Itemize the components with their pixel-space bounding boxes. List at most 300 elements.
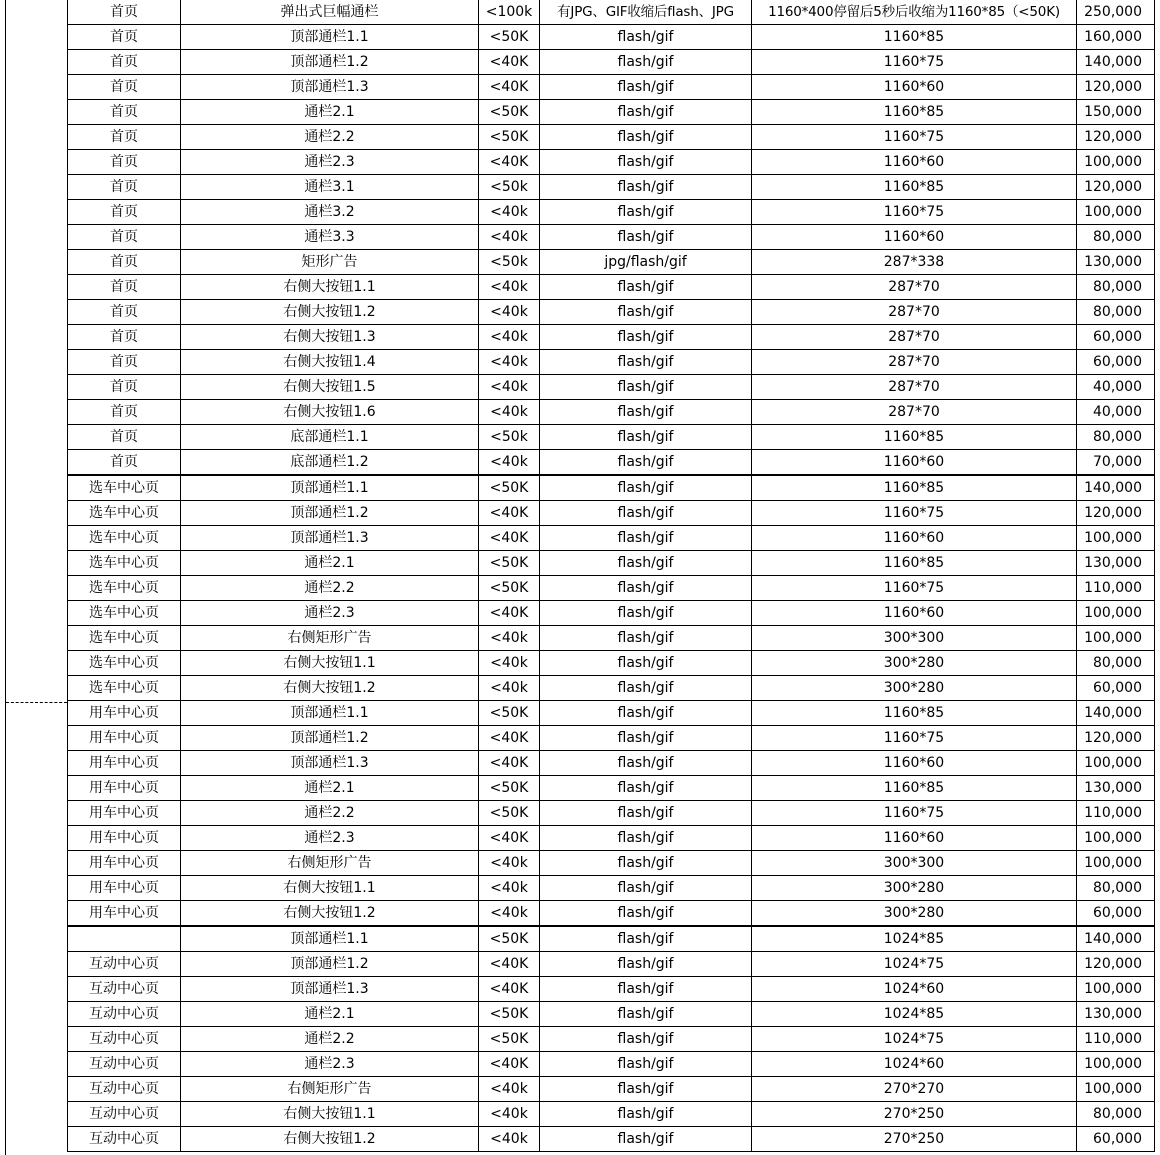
ad-slot-cell: 顶部通栏1.2 [181,952,479,977]
page-cell: 首页 [68,25,181,50]
dimension-cell: 1160*60 [752,450,1077,476]
format-cell: flash/gif [540,1127,752,1152]
format-cell: flash/gif [540,726,752,751]
table-row [68,751,1155,776]
ad-slot-cell: 底部通栏1.1 [181,425,479,450]
dimension-cell: 1160*60 [752,75,1077,100]
format-cell: jpg/flash/gif [540,250,752,275]
ad-slot-cell: 顶部通栏1.1 [181,926,479,952]
dimension-cell: 1160*400停留后5秒后收缩为1160*85（<50K) [752,0,1077,25]
format-cell: flash/gif [540,826,752,851]
format-cell: flash/gif [540,851,752,876]
ad-slot-cell: 右侧大按钮1.2 [181,1127,479,1152]
dimension-cell: 1160*85 [752,475,1077,501]
dimension-cell: 1160*60 [752,826,1077,851]
page-cell: 首页 [68,200,181,225]
file-size-cell: <40k [479,325,540,350]
page-cell: 互动中心页 [68,952,181,977]
table-row [68,1002,1155,1027]
page-cell: 用车中心页 [68,901,181,927]
format-cell: flash/gif [540,1002,752,1027]
page-cell: 首页 [68,50,181,75]
ad-slot-cell: 顶部通栏1.3 [181,751,479,776]
page-cell: 首页 [68,150,181,175]
file-size-cell: <40k [479,225,540,250]
page-cell: 首页 [68,75,181,100]
file-size-cell: <40k [479,400,540,425]
file-size-cell: <50K [479,576,540,601]
price-cell: 110,000 [1077,576,1155,601]
price-cell: 120,000 [1077,175,1155,200]
file-size-cell: <50k [479,175,540,200]
format-cell: flash/gif [540,601,752,626]
table-row [68,876,1155,901]
dimension-cell: 1160*85 [752,701,1077,726]
table-row [68,475,1155,501]
ad-slot-cell: 顶部通栏1.3 [181,977,479,1002]
ad-slot-cell: 矩形广告 [181,250,479,275]
page-cell: 互动中心页 [68,1102,181,1127]
format-cell: flash/gif [540,350,752,375]
file-size-cell: <40k [479,676,540,701]
page-cell: 用车中心页 [68,876,181,901]
file-size-cell: <100k [479,0,540,25]
file-size-cell: <40k [479,375,540,400]
price-cell: 100,000 [1077,751,1155,776]
ad-slot-cell: 通栏3.3 [181,225,479,250]
price-cell: 120,000 [1077,125,1155,150]
ad-slot-cell: 右侧大按钮1.3 [181,325,479,350]
dimension-cell: 1160*85 [752,100,1077,125]
ad-slot-cell: 底部通栏1.2 [181,450,479,476]
table-row [68,901,1155,927]
table-row [68,526,1155,551]
file-size-cell: <50K [479,1027,540,1052]
dimension-cell: 300*280 [752,876,1077,901]
ad-slot-cell: 顶部通栏1.2 [181,501,479,526]
format-cell: flash/gif [540,325,752,350]
dimension-cell: 1160*75 [752,726,1077,751]
dimension-cell: 1160*60 [752,526,1077,551]
price-cell: 120,000 [1077,501,1155,526]
table-row [68,726,1155,751]
ad-slot-cell: 右侧大按钮1.6 [181,400,479,425]
price-cell: 80,000 [1077,275,1155,300]
table-row [68,1127,1155,1152]
page-cell: 首页 [68,300,181,325]
format-cell: flash/gif [540,200,752,225]
file-size-cell: <50K [479,701,540,726]
table-row [68,651,1155,676]
page-cell: 选车中心页 [68,551,181,576]
file-size-cell: <40K [479,826,540,851]
table-row [68,225,1155,250]
format-cell: flash/gif [540,751,752,776]
file-size-cell: <40k [479,450,540,476]
format-cell: flash/gif [540,425,752,450]
price-cell: 110,000 [1077,1027,1155,1052]
ad-rate-table [67,0,1155,1152]
format-cell: flash/gif [540,901,752,927]
dimension-cell: 287*338 [752,250,1077,275]
dimension-cell: 287*70 [752,350,1077,375]
dimension-cell: 1024*85 [752,926,1077,952]
page-cell: 首页 [68,400,181,425]
file-size-cell: <40K [479,952,540,977]
ad-slot-cell: 右侧大按钮1.2 [181,901,479,927]
format-cell: flash/gif [540,1027,752,1052]
ad-slot-cell: 通栏2.3 [181,150,479,175]
dimension-cell: 287*70 [752,300,1077,325]
price-cell: 60,000 [1077,350,1155,375]
dimension-cell: 1160*60 [752,225,1077,250]
price-cell: 80,000 [1077,425,1155,450]
ad-slot-cell: 通栏3.2 [181,200,479,225]
price-cell: 130,000 [1077,250,1155,275]
file-size-cell: <40k [479,275,540,300]
ad-slot-cell: 通栏2.2 [181,125,479,150]
format-cell: flash/gif [540,400,752,425]
price-cell: 40,000 [1077,400,1155,425]
ad-slot-cell: 右侧大按钮1.2 [181,300,479,325]
ad-slot-cell: 右侧大按钮1.2 [181,676,479,701]
price-cell: 160,000 [1077,25,1155,50]
dimension-cell: 300*300 [752,626,1077,651]
file-size-cell: <40k [479,651,540,676]
file-size-cell: <50K [479,25,540,50]
file-size-cell: <40k [479,300,540,325]
price-cell: 80,000 [1077,1102,1155,1127]
format-cell: flash/gif [540,125,752,150]
table-row [68,501,1155,526]
ad-slot-cell: 右侧大按钮1.5 [181,375,479,400]
table-row [68,701,1155,726]
format-cell: flash/gif [540,801,752,826]
format-cell: flash/gif [540,375,752,400]
price-cell: 60,000 [1077,676,1155,701]
file-size-cell: <40K [479,751,540,776]
table-row [68,676,1155,701]
price-cell: 60,000 [1077,901,1155,927]
table-row [68,801,1155,826]
file-size-cell: <40k [479,1077,540,1102]
page-cell: 用车中心页 [68,776,181,801]
dimension-cell: 1160*85 [752,776,1077,801]
table-row [68,75,1155,100]
table-row [68,977,1155,1002]
ad-slot-cell: 弹出式巨幅通栏 [181,0,479,25]
price-cell: 80,000 [1077,225,1155,250]
file-size-cell: <40k [479,901,540,927]
price-cell: 120,000 [1077,726,1155,751]
price-cell: 100,000 [1077,601,1155,626]
price-cell: 100,000 [1077,1077,1155,1102]
ad-slot-cell: 顶部通栏1.2 [181,726,479,751]
dimension-cell: 1160*75 [752,200,1077,225]
table-row [68,25,1155,50]
table-row [68,150,1155,175]
table-row [68,626,1155,651]
ad-slot-cell: 顶部通栏1.3 [181,526,479,551]
file-size-cell: <50K [479,776,540,801]
dimension-cell: 287*70 [752,400,1077,425]
format-cell: flash/gif [540,1052,752,1077]
dimension-cell: 287*70 [752,325,1077,350]
ad-slot-cell: 通栏2.2 [181,576,479,601]
price-cell: 140,000 [1077,701,1155,726]
file-size-cell: <50k [479,425,540,450]
format-cell: flash/gif [540,676,752,701]
price-cell: 250,000 [1077,0,1155,25]
ad-slot-cell: 右侧大按钮1.1 [181,876,479,901]
file-size-cell: <40k [479,1102,540,1127]
format-cell: flash/gif [540,275,752,300]
table-row [68,851,1155,876]
format-cell: flash/gif [540,926,752,952]
table-row [68,1052,1155,1077]
ad-slot-cell: 顶部通栏1.1 [181,475,479,501]
format-cell: flash/gif [540,651,752,676]
dimension-cell: 1160*85 [752,175,1077,200]
format-cell: flash/gif [540,576,752,601]
dimension-cell: 1160*60 [752,751,1077,776]
dimension-cell: 1160*75 [752,801,1077,826]
page-cell: 互动中心页 [68,977,181,1002]
file-size-cell: <40K [479,50,540,75]
ad-slot-cell: 顶部通栏1.3 [181,75,479,100]
page-cell: 互动中心页 [68,1002,181,1027]
page-cell: 用车中心页 [68,826,181,851]
price-cell: 80,000 [1077,300,1155,325]
price-cell: 130,000 [1077,776,1155,801]
ad-slot-cell: 右侧大按钮1.1 [181,1102,479,1127]
file-size-cell: <50k [479,250,540,275]
dimension-cell: 300*280 [752,676,1077,701]
format-cell: flash/gif [540,50,752,75]
file-size-cell: <50K [479,475,540,501]
ad-slot-cell: 通栏2.3 [181,826,479,851]
file-size-cell: <40K [479,526,540,551]
file-size-cell: <40k [479,626,540,651]
file-size-cell: <40K [479,75,540,100]
table-row [68,200,1155,225]
price-cell: 120,000 [1077,75,1155,100]
dimension-cell: 1160*85 [752,25,1077,50]
table-row [68,50,1155,75]
dimension-cell: 1160*85 [752,551,1077,576]
price-cell: 40,000 [1077,375,1155,400]
ad-slot-cell: 顶部通栏1.1 [181,701,479,726]
format-cell: flash/gif [540,526,752,551]
table-row [68,275,1155,300]
page-cell: 选车中心页 [68,501,181,526]
ad-slot-cell: 通栏2.1 [181,551,479,576]
format-cell: flash/gif [540,450,752,476]
price-cell: 150,000 [1077,100,1155,125]
dimension-cell: 1024*85 [752,1002,1077,1027]
format-cell: flash/gif [540,300,752,325]
dimension-cell: 1160*60 [752,150,1077,175]
file-size-cell: <50K [479,801,540,826]
dimension-cell: 1160*75 [752,125,1077,150]
ad-slot-cell: 通栏2.1 [181,776,479,801]
dimension-cell: 270*250 [752,1127,1077,1152]
format-cell: flash/gif [540,1077,752,1102]
page-cell: 首页 [68,225,181,250]
ad-slot-cell: 通栏2.2 [181,1027,479,1052]
ad-slot-cell: 右侧大按钮1.1 [181,651,479,676]
file-size-cell: <40K [479,501,540,526]
page-cell: 互动中心页 [68,1052,181,1077]
page-cell: 选车中心页 [68,576,181,601]
dimension-cell: 300*280 [752,901,1077,927]
page-cell: 用车中心页 [68,751,181,776]
table-row [68,826,1155,851]
page-cell: 用车中心页 [68,726,181,751]
dimension-cell: 1024*75 [752,1027,1077,1052]
file-size-cell: <40K [479,601,540,626]
page-cell: 首页 [68,450,181,476]
price-cell: 80,000 [1077,651,1155,676]
dimension-cell: 1024*75 [752,952,1077,977]
page-cell: 首页 [68,125,181,150]
table-row [68,325,1155,350]
table-row [68,450,1155,476]
price-cell: 140,000 [1077,475,1155,501]
page-cell: 互动中心页 [68,1077,181,1102]
price-cell: 70,000 [1077,450,1155,476]
dimension-cell: 300*280 [752,651,1077,676]
price-cell: 100,000 [1077,977,1155,1002]
dimension-cell: 270*270 [752,1077,1077,1102]
page-cell: 首页 [68,250,181,275]
ad-slot-cell: 右侧矩形广告 [181,1077,479,1102]
table-row [68,1027,1155,1052]
page-cell: 选车中心页 [68,626,181,651]
format-cell: flash/gif [540,776,752,801]
table-row [68,100,1155,125]
ad-slot-cell: 右侧矩形广告 [181,851,479,876]
format-cell: flash/gif [540,952,752,977]
table-row [68,601,1155,626]
table-row [68,0,1155,25]
ad-slot-cell: 顶部通栏1.1 [181,25,479,50]
table-row [68,952,1155,977]
page-cell: 选车中心页 [68,676,181,701]
price-cell: 80,000 [1077,876,1155,901]
page-cell: 用车中心页 [68,801,181,826]
format-cell: flash/gif [540,701,752,726]
sheet-left-border [5,0,6,1155]
table-row [68,250,1155,275]
format-cell: flash/gif [540,100,752,125]
dimension-cell: 287*70 [752,275,1077,300]
ad-slot-cell: 通栏3.1 [181,175,479,200]
table-row [68,1102,1155,1127]
file-size-cell: <40k [479,350,540,375]
file-size-cell: <50K [479,100,540,125]
file-size-cell: <40k [479,851,540,876]
page-cell: 用车中心页 [68,701,181,726]
format-cell: flash/gif [540,626,752,651]
dimension-cell: 287*70 [752,375,1077,400]
ad-slot-cell: 右侧大按钮1.1 [181,275,479,300]
format-cell: flash/gif [540,977,752,1002]
ad-rate-table-body [68,0,1155,1152]
ad-slot-cell: 通栏2.2 [181,801,479,826]
file-size-cell: <40K [479,1052,540,1077]
file-size-cell: <40K [479,977,540,1002]
page-cell: 用车中心页 [68,851,181,876]
table-row [68,926,1155,952]
format-cell: flash/gif [540,175,752,200]
price-cell: 100,000 [1077,200,1155,225]
dimension-cell: 1160*75 [752,50,1077,75]
page-cell: 首页 [68,175,181,200]
price-cell: 100,000 [1077,851,1155,876]
page-cell: 首页 [68,275,181,300]
table-row [68,400,1155,425]
format-cell: flash/gif [540,501,752,526]
ad-slot-cell: 通栏2.3 [181,1052,479,1077]
page-cell: 互动中心页 [68,1027,181,1052]
dimension-cell: 1160*85 [752,425,1077,450]
page-cell [68,926,181,952]
file-size-cell: <40k [479,1127,540,1152]
format-cell: flash/gif [540,876,752,901]
table-row [68,576,1155,601]
format-cell: flash/gif [540,150,752,175]
format-cell: flash/gif [540,475,752,501]
format-cell: 有JPG、GIF收缩后flash、JPG [540,0,752,25]
price-cell: 140,000 [1077,926,1155,952]
ad-slot-cell: 右侧大按钮1.4 [181,350,479,375]
page-cell: 选车中心页 [68,601,181,626]
price-cell: 110,000 [1077,801,1155,826]
price-cell: 60,000 [1077,325,1155,350]
file-size-cell: <40k [479,200,540,225]
price-cell: 60,000 [1077,1127,1155,1152]
dimension-cell: 1024*60 [752,1052,1077,1077]
ad-slot-cell: 通栏2.1 [181,1002,479,1027]
file-size-cell: <40k [479,876,540,901]
page-break-dashed-line [6,702,67,703]
file-size-cell: <50K [479,1002,540,1027]
page-cell: 首页 [68,350,181,375]
price-cell: 100,000 [1077,826,1155,851]
table-row [68,1077,1155,1102]
dimension-cell: 1024*60 [752,977,1077,1002]
price-cell: 140,000 [1077,50,1155,75]
format-cell: flash/gif [540,25,752,50]
format-cell: flash/gif [540,551,752,576]
dimension-cell: 1160*60 [752,601,1077,626]
page-cell: 选车中心页 [68,651,181,676]
dimension-cell: 1160*75 [752,576,1077,601]
ad-slot-cell: 通栏2.3 [181,601,479,626]
ad-slot-cell: 右侧矩形广告 [181,626,479,651]
file-size-cell: <50K [479,551,540,576]
dimension-cell: 1160*75 [752,501,1077,526]
price-cell: 130,000 [1077,1002,1155,1027]
page-cell: 首页 [68,100,181,125]
file-size-cell: <50K [479,125,540,150]
table-row [68,300,1155,325]
price-cell: 120,000 [1077,952,1155,977]
page-cell: 选车中心页 [68,475,181,501]
page-cell: 首页 [68,375,181,400]
price-cell: 100,000 [1077,150,1155,175]
